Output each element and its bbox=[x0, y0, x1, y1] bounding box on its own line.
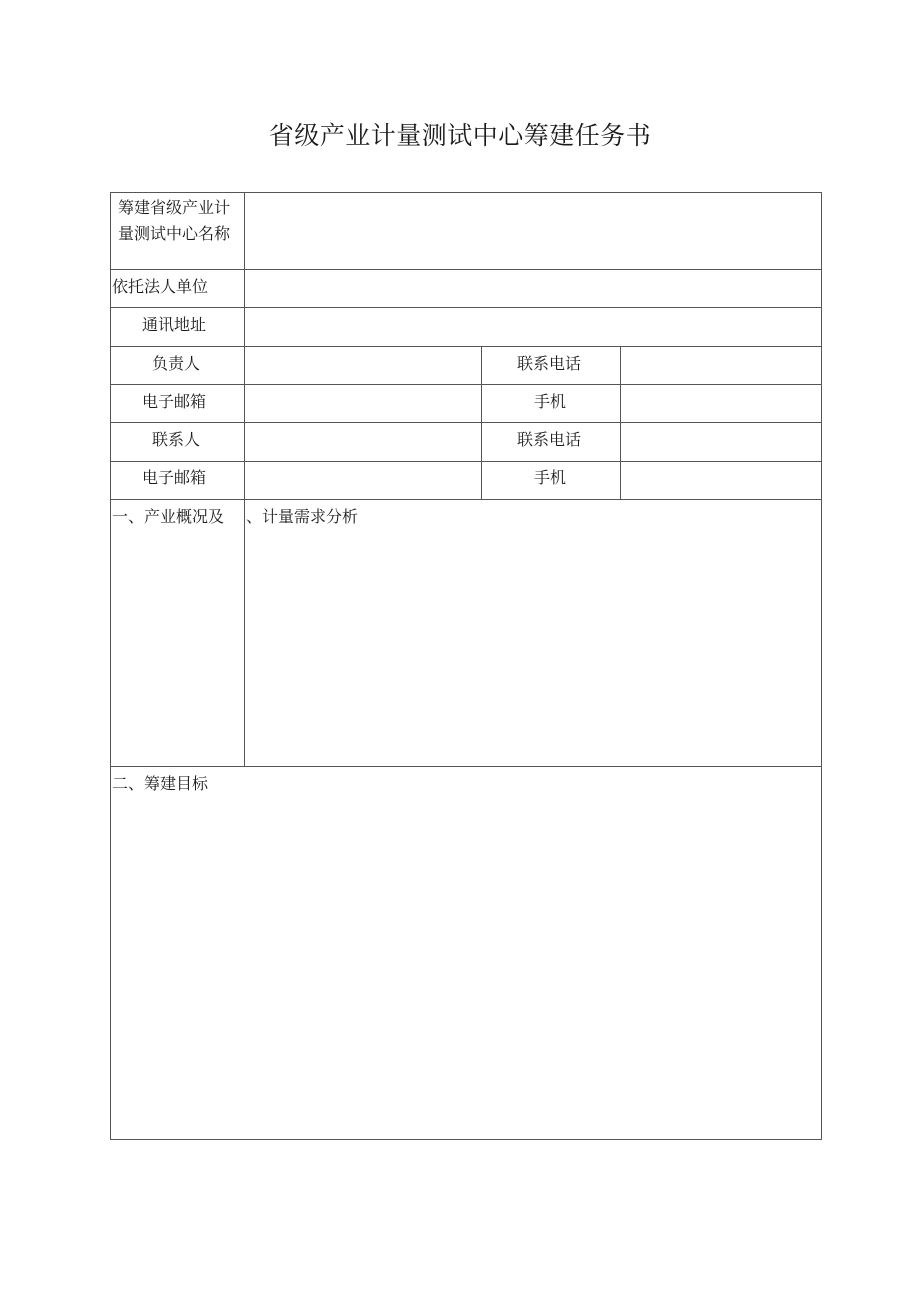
table-row-divider bbox=[110, 766, 822, 767]
table-border-right bbox=[821, 192, 822, 1140]
section2-content-area[interactable] bbox=[112, 798, 820, 1137]
table-border-top bbox=[110, 192, 822, 193]
contact-mobile-field[interactable] bbox=[622, 463, 820, 498]
table-row-divider bbox=[110, 269, 822, 270]
responsible-phone-label: 联系电话 bbox=[517, 354, 582, 373]
contact-phone-field[interactable] bbox=[622, 424, 820, 460]
table-row-divider bbox=[110, 307, 822, 308]
center-name-field[interactable] bbox=[246, 194, 820, 268]
page-title: 省级产业计量测试中心筹建任务书 bbox=[268, 121, 652, 150]
contact-phone-label: 联系电话 bbox=[517, 430, 582, 449]
responsible-mobile-field[interactable] bbox=[622, 386, 820, 421]
center-name-label-line1: 筹建省级产业计 bbox=[118, 198, 231, 217]
responsible-person-label: 负责人 bbox=[152, 354, 201, 373]
table-border-left bbox=[110, 192, 111, 1140]
responsible-phone-field[interactable] bbox=[622, 348, 820, 383]
contact-email-field[interactable] bbox=[246, 463, 480, 498]
section1-label-right: 、计量需求分析 bbox=[246, 507, 359, 526]
section2-label: 二、筹建目标 bbox=[112, 774, 209, 793]
contact-mobile-label: 手机 bbox=[534, 468, 567, 487]
table-row-divider bbox=[110, 461, 822, 462]
table-border-bottom bbox=[110, 1139, 822, 1140]
section1-content-area[interactable] bbox=[246, 530, 820, 764]
table-row-divider bbox=[110, 422, 822, 423]
host-unit-label: 依托法人单位 bbox=[112, 277, 209, 296]
table-column-divider bbox=[244, 192, 245, 767]
table-row-divider bbox=[110, 384, 822, 385]
responsible-email-label: 电子邮箱 bbox=[142, 392, 207, 411]
contact-person-label: 联系人 bbox=[152, 430, 201, 449]
contact-person-field[interactable] bbox=[246, 424, 480, 460]
table-row-divider bbox=[110, 499, 822, 500]
address-field[interactable] bbox=[246, 309, 820, 345]
table-row-divider bbox=[110, 346, 822, 347]
center-name-label-line2: 量测试中心名称 bbox=[118, 224, 231, 243]
table-column-divider bbox=[620, 346, 621, 500]
responsible-mobile-label: 手机 bbox=[534, 392, 567, 411]
host-unit-field[interactable] bbox=[246, 271, 820, 306]
section1-label-left: 一、产业概况及 bbox=[112, 507, 225, 526]
responsible-email-field[interactable] bbox=[246, 386, 480, 421]
contact-email-label: 电子邮箱 bbox=[142, 468, 207, 487]
responsible-person-field[interactable] bbox=[246, 348, 480, 383]
address-label: 通讯地址 bbox=[142, 315, 207, 334]
table-column-divider bbox=[481, 346, 482, 500]
